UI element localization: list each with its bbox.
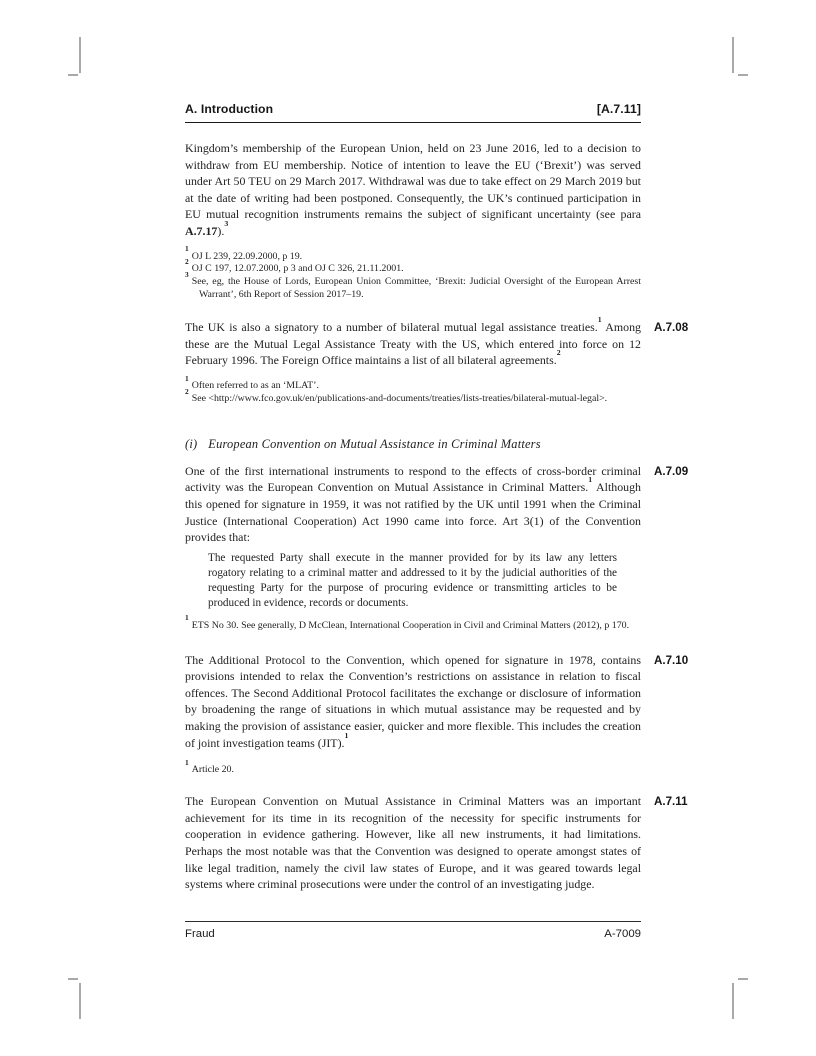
crop-mark-top-left-vertical bbox=[79, 37, 81, 73]
crop-mark-bottom-right-horizontal bbox=[738, 978, 748, 980]
footnote bbox=[185, 257, 641, 276]
page-content bbox=[185, 102, 689, 893]
paragraph-text: The UK is also a signatory to a number of bilateral mutual legal assistance treaties. bbox=[185, 320, 598, 335]
footnote-marker: 2 bbox=[556, 348, 561, 358]
footnote bbox=[185, 244, 641, 267]
page-footer bbox=[185, 921, 641, 940]
sub-heading-title: European Convention on Mutual Assistance in Criminal Matters bbox=[208, 436, 541, 451]
paragraph-text: One of the first international instruments to respond to the effects of cross-border criminal activity was the European Convention on Mutual Assistance in Criminal Matters. bbox=[185, 463, 641, 495]
paragraph-text: The European Convention on Mutual Assistance in Criminal Matters was an important achievement for its time in its recognition of the necessity for specific instruments for cooperation in evidence gathering. However, like all new instruments, it had limitations. Perhaps the most notable was that the Convention was designed to operate amongst states of like legal tradition, namely the civil law states of Europe, and it was geared towards legal systems where criminal prosecutions were under the control of an investigating judge. bbox=[185, 794, 641, 892]
footnote bbox=[185, 386, 641, 406]
margin-paragraph-number: A.7.08 bbox=[654, 321, 689, 335]
paragraph-text: ). bbox=[217, 223, 225, 238]
footnote-text: OJ L 239, 22.09.2000, p 19. bbox=[191, 250, 303, 262]
crop-mark-bottom-left-horizontal bbox=[68, 978, 78, 980]
footnote bbox=[185, 373, 641, 393]
footnote-marker: 1 bbox=[597, 315, 602, 325]
footnote-group bbox=[185, 373, 641, 406]
crop-mark-bottom-right-vertical bbox=[732, 983, 734, 1019]
sub-heading bbox=[185, 437, 641, 452]
footnote-number: 2 bbox=[185, 257, 189, 267]
footnote-group bbox=[185, 757, 641, 777]
block-quote: The requested Party shall execute in the manner provided for by its law any letters rogatory relating to a criminal matter and addressed to it by the judicial authorities of the requesting Party for the purpose of procuring evidence or transmitting articles to be produced in evidence, records or documents. bbox=[208, 551, 617, 609]
margin-paragraph-number: A.7.09 bbox=[654, 464, 689, 478]
footnote-text: OJ C 197, 12.07.2000, p 3 and OJ C 326, 21.11.2001. bbox=[191, 263, 404, 275]
running-head-paragraph-ref: [A.7.11] bbox=[596, 102, 641, 116]
crop-mark-top-left-horizontal bbox=[68, 74, 78, 76]
footnote-number: 1 bbox=[185, 757, 189, 767]
footnote-text: Often referred to as an ‘MLAT’. bbox=[191, 379, 319, 391]
footnote bbox=[185, 757, 641, 777]
body-paragraph-a708 bbox=[185, 315, 689, 369]
footnote-number: 3 bbox=[185, 270, 189, 280]
sub-heading-label: (i) bbox=[185, 436, 198, 451]
body-paragraph-a709 bbox=[185, 463, 689, 546]
footnote-text: See, eg, the House of Lords, European Union Committee, ‘Brexit: Judicial Oversight of the European Arrest Warrant’, 6th Report of Session 2017–19. bbox=[191, 276, 641, 301]
footnote-text: Article 20. bbox=[191, 764, 234, 776]
footnote-marker: 1 bbox=[344, 730, 349, 740]
paragraph-text: The Additional Protocol to the Convention, which opened for signature in 1978, contains provisions intended to relax the Convention’s restrictions on assistance in relation to fiscal offences. The Second Additional Protocol facilitates the exchange or disclosure of information by broadening the range of situations in which mutual assistance may be requested and by making the provision of assistance easier, quicker and more flexible. This includes the creation of joint investigation teams (JIT). bbox=[185, 652, 641, 750]
margin-paragraph-number: A.7.10 bbox=[654, 653, 689, 667]
footnote-text: ETS No 30. See generally, D McClean, International Cooperation in Civil and Criminal Matters (2012), p 170. bbox=[191, 619, 630, 631]
crop-mark-top-right-horizontal bbox=[738, 74, 748, 76]
footnote-group bbox=[185, 244, 641, 303]
footnote-number: 1 bbox=[185, 373, 189, 383]
footnote-number: 1 bbox=[185, 613, 189, 623]
footnote-text: See <http://www.fco.gov.uk/en/publications-and-documents/treaties/lists-treaties/bilateral-mutual-legal>. bbox=[191, 392, 608, 404]
body-paragraph-brexit bbox=[185, 140, 641, 240]
footnote-group bbox=[185, 613, 641, 633]
body-paragraph-a711 bbox=[185, 793, 688, 893]
running-head-section-title: A. Introduction bbox=[185, 102, 274, 116]
paragraph-text: Although this opened for signature in 1959, it was not ratified by the UK until 1991 when the Criminal Justice (International Cooperation) Act 1990 came into force. Art 3(1) of the Convention provides that: bbox=[185, 480, 641, 545]
paragraph-text: Kingdom’s membership of the European Union, held on 23 June 2016, led to a decision to withdraw from EU membership. Notice of intention to leave the EU (‘Brexit’) was served under Art 50 TEU on 29 March 2017. Withdrawal was due to take effect on 29 March 2019 but at the date of writing had been postponed. Consequently, the UK’s continued participation in EU mutual recognition instruments remains the subject of significant uncertainty (see para bbox=[185, 141, 641, 222]
crop-mark-top-right-vertical bbox=[732, 37, 734, 73]
footer-book-title: Fraud bbox=[185, 928, 215, 940]
crop-mark-bottom-left-vertical bbox=[79, 983, 81, 1019]
footer-page-number: A-7009 bbox=[604, 928, 641, 940]
footnote bbox=[185, 613, 641, 633]
running-head bbox=[185, 102, 641, 123]
footnote-number: 1 bbox=[185, 244, 189, 254]
footnote-marker: 3 bbox=[224, 219, 229, 228]
body-paragraph-a710 bbox=[185, 652, 689, 752]
footnote-marker: 1 bbox=[588, 475, 593, 485]
cross-reference: A.7.17 bbox=[185, 223, 218, 238]
footnote bbox=[185, 270, 641, 302]
paragraph-text: Among these are the Mutual Legal Assistance Treaty with the US, which entered into force on 12 February 1996. The Foreign Office maintains a list of all bilateral agreements. bbox=[185, 320, 641, 368]
footnote-number: 2 bbox=[185, 386, 189, 396]
margin-paragraph-number: A.7.11 bbox=[654, 795, 688, 809]
